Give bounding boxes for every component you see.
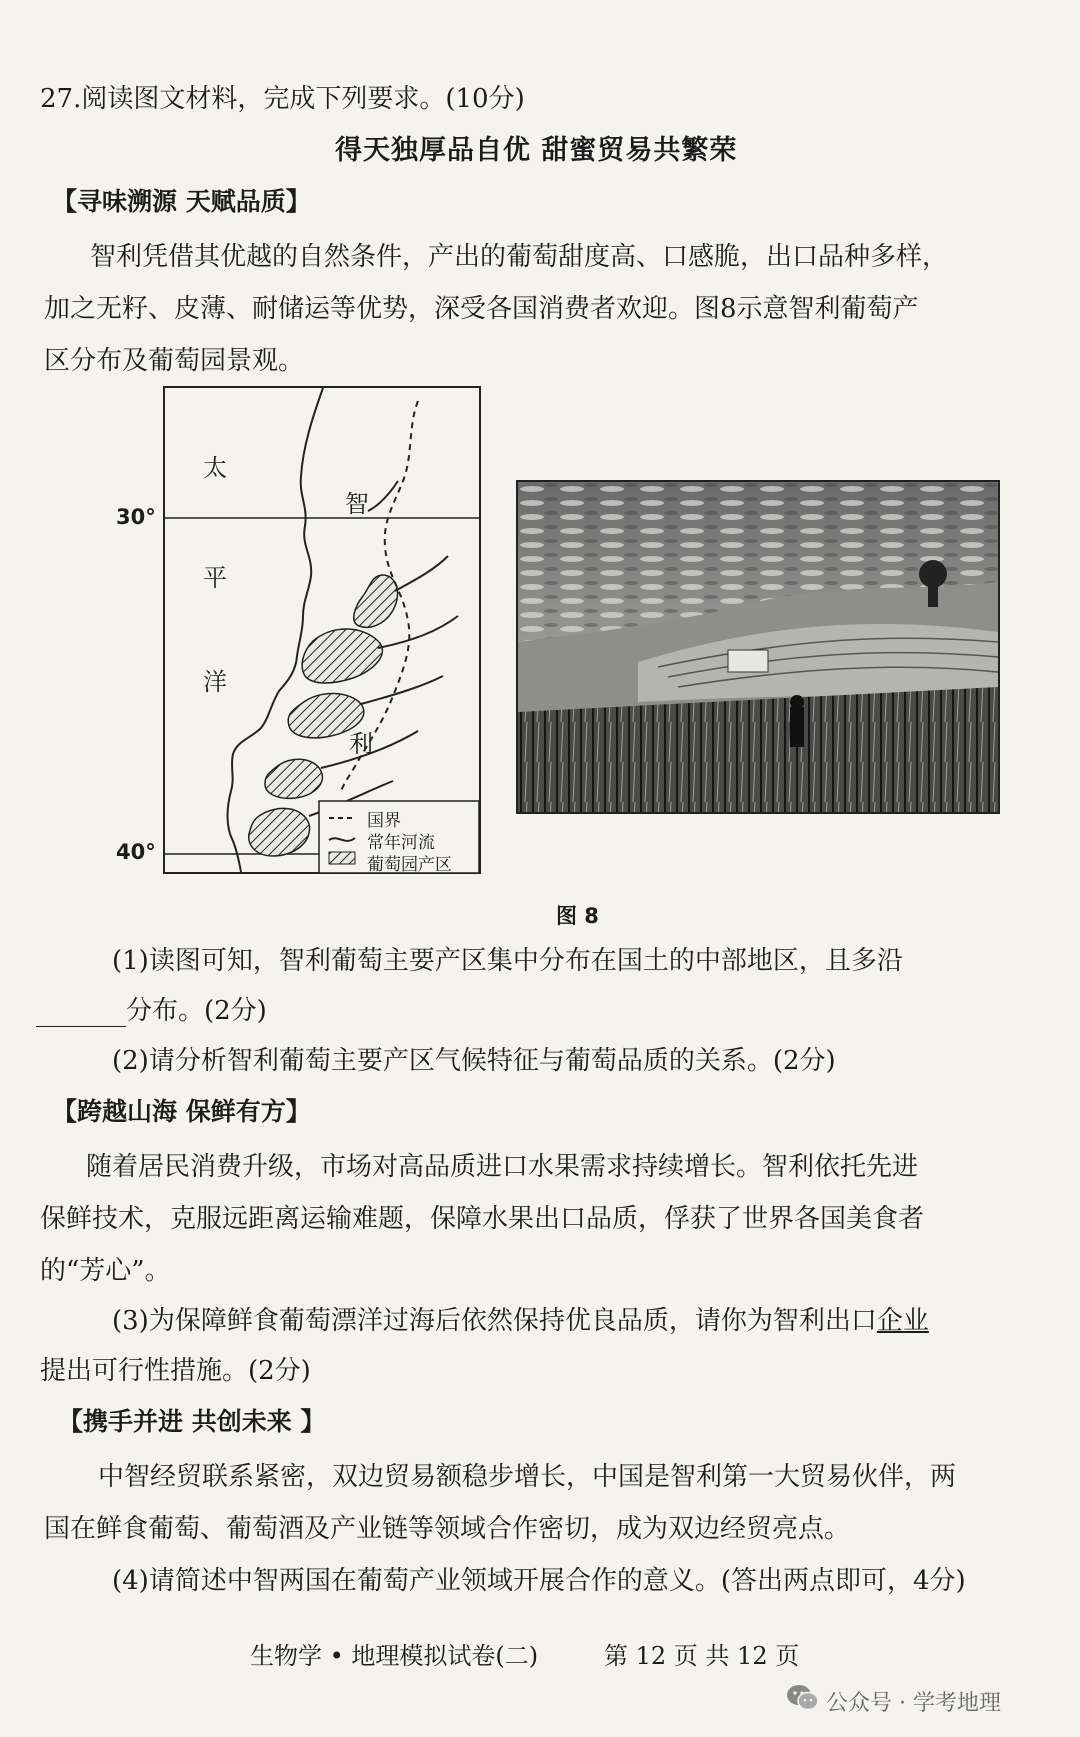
question-4-text: (4)请简述中智两国在葡萄产业领域开展合作的意义。(答出两点即可，4分) [112, 1566, 966, 1596]
legend-vineyard-label: 葡萄园产区 [367, 855, 452, 875]
legend-river-label: 常年河流 [367, 833, 435, 853]
legend-border-label: 国界 [367, 811, 401, 831]
country-label-char: 利 [349, 730, 373, 758]
question-1-line2 [36, 990, 267, 1027]
paragraph-line: 随着居民消费升级，市场对高品质进口水果需求持续增长。智利依托先进 [86, 1152, 919, 1182]
paragraph-line: 区分布及葡萄园景观。 [44, 346, 305, 376]
figure-caption: 图 8 [556, 904, 599, 928]
material-title: 得天独厚品自优 甜蜜贸易共繁荣 [335, 135, 738, 166]
ocean-label-char: 洋 [203, 668, 227, 696]
ocean-label-char: 平 [203, 564, 227, 592]
section-heading-3: 【携手并进 共创未来 】 [58, 1407, 326, 1436]
paragraph-line: 中智经贸联系紧密，双边贸易额稳步增长，中国是智利第一大贸易伙伴，两 [98, 1462, 957, 1492]
question-3-underlined: 企业 [876, 1306, 929, 1336]
question-3-text [112, 1300, 929, 1337]
latitude-30-label: 30° [116, 505, 156, 529]
vineyard-landscape-photo [516, 480, 1000, 814]
paragraph-line: 保鲜技术，克服远距离运输难题，保障水果出口品质，俘获了世界各国美食者 [40, 1204, 925, 1234]
vineyard-photo-svg [518, 482, 998, 812]
paragraph-line: 加之无籽、皮薄、耐储运等优势，深受各国消费者欢迎。图8示意智利葡萄产 [44, 294, 919, 324]
section-heading-2: 【跨越山海 保鲜有方】 [52, 1097, 311, 1126]
section-heading-1: 【寻味溯源 天赋品质】 [52, 187, 311, 216]
paragraph-line: 的“芳心”。 [40, 1256, 171, 1286]
answer-blank[interactable] [36, 1004, 126, 1027]
watermark-text: 公众号 · 学考地理 [826, 1691, 1001, 1716]
latitude-40-label: 40° [116, 840, 156, 864]
chile-grape-region-map [163, 386, 481, 874]
question-3-line1: (3)为保障鲜食葡萄漂洋过海后依然保持优良品质，请你为智利出口 [112, 1306, 877, 1336]
paragraph-line: 国在鲜食葡萄、葡萄酒及产业链等领域合作密切，成为双边经贸亮点。 [44, 1514, 851, 1544]
question-2-text: (2)请分析智利葡萄主要产区气候特征与葡萄品质的关系。(2分) [112, 1046, 836, 1076]
paragraph-line: 智利凭借其优越的自然条件，产出的葡萄甜度高、口感脆，出口品种多样， [90, 242, 949, 272]
wechat-icon [786, 1684, 820, 1712]
footer-exam-title: 生物学 • 地理模拟试卷(二) [250, 1642, 539, 1670]
country-label-char: 智 [345, 490, 369, 518]
ocean-label-char: 太 [203, 454, 227, 482]
question-1-text: (1)读图可知，智利葡萄主要产区集中分布在国土的中部地区，且多沿 [112, 946, 903, 976]
footer-page-number: 第 12 页 共 12 页 [604, 1642, 800, 1670]
question-3-line2: 提出可行性措施。(2分) [40, 1356, 311, 1386]
question-1-suffix: 分布。(2分) [126, 996, 267, 1026]
question-header: 27.阅读图文材料，完成下列要求。(10分) [40, 84, 525, 114]
